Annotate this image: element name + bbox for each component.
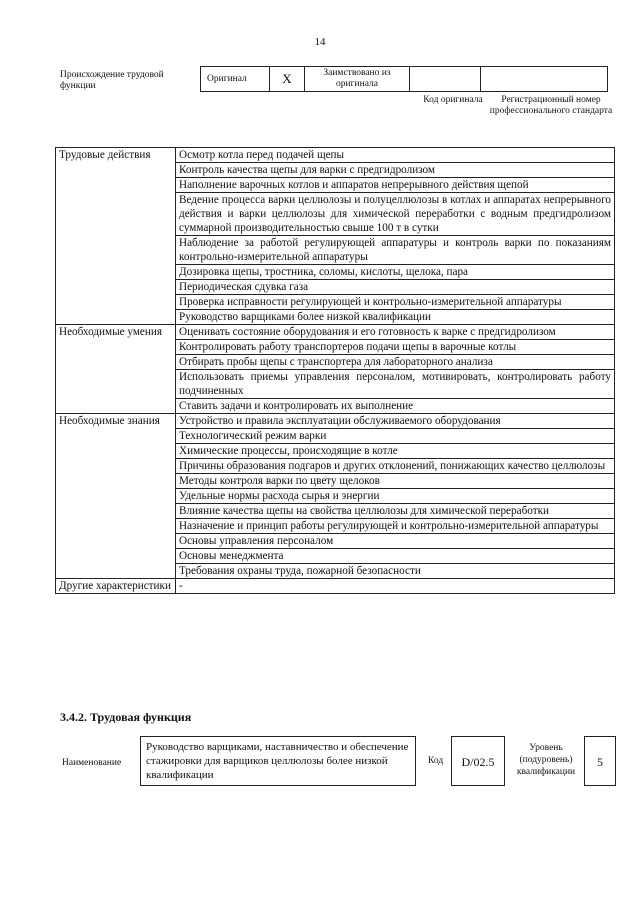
origin-reg-caption: Регистрационный номер профессионального стандарта [489, 95, 613, 116]
function-code-label: Код [428, 756, 444, 766]
origin-original-label: Оригинал [201, 67, 270, 92]
item-cell: Химические процессы, происходящие в котле [176, 444, 615, 459]
function-level-label: Уровень (подуровень) квалификации [516, 743, 576, 777]
item-cell: Влияние качества щепы на свойства целлюлозы для химической переработки [176, 504, 615, 519]
origin-borrowed-label: Заимствовано из оригинала [305, 67, 410, 92]
item-cell: Дозировка щепы, тростника, соломы, кислоты, щелока, пара [176, 265, 615, 280]
item-cell: Удельные нормы расхода сырья и энергии [176, 489, 615, 504]
item-cell: Технологический режим варки [176, 429, 615, 444]
table-row [56, 579, 615, 594]
item-cell: Ставить задачи и контролировать их выполнение [176, 399, 615, 414]
origin-table [200, 66, 608, 92]
item-cell: Устройство и правила эксплуатации обслуживаемого оборудования [176, 414, 615, 429]
origin-code-cell [410, 67, 481, 92]
category-cell: Трудовые действия [56, 148, 176, 325]
item-cell: Методы контроля варки по цвету щелоков [176, 474, 615, 489]
origin-label: Происхождение трудовой функции [60, 70, 164, 91]
item-cell: Осмотр котла перед подачей щепы [176, 148, 615, 163]
labor-function-table [55, 147, 615, 594]
item-cell: Основы управления персоналом [176, 534, 615, 549]
item-cell: Требования охраны труда, пожарной безопасности [176, 564, 615, 579]
origin-code-caption: Код оригинала [423, 95, 483, 105]
function-code-value: D/02.5 [451, 736, 505, 786]
origin-original-mark: X [270, 67, 305, 92]
function-name-label: Наименование [62, 758, 122, 768]
table-row [56, 414, 615, 429]
item-cell: Наблюдение за работой регулирующей аппаратуры и контроль варки по показаниям контрольно-измерительной аппаратуры [176, 236, 615, 265]
item-cell: Контроль качества щепы для варки с предгидролизом [176, 163, 615, 178]
item-cell: Периодическая сдувка газа [176, 280, 615, 295]
origin-reg-number-cell [481, 67, 608, 92]
item-cell: Использовать приемы управления персоналом, мотивировать, контролировать работу подчиненных [176, 370, 615, 399]
category-cell: Необходимые умения [56, 325, 176, 414]
item-cell: Причины образования подгаров и других отклонений, понижающих качество целлюлозы [176, 459, 615, 474]
table-row [56, 325, 615, 340]
section-title: 3.4.2. Трудовая функция [60, 710, 192, 724]
page-number: 14 [314, 36, 326, 48]
item-cell: Наполнение варочных котлов и аппаратов непрерывного действия щепой [176, 178, 615, 193]
category-cell: Другие характеристики [56, 579, 176, 594]
item-cell: Отбирать пробы щепы с транспортера для лабораторного анализа [176, 355, 615, 370]
item-cell: Руководство варщиками более низкой квалификации [176, 310, 615, 325]
table-row [56, 148, 615, 163]
item-cell: Основы менеджмента [176, 549, 615, 564]
function-level-value: 5 [584, 736, 616, 786]
category-cell: Необходимые знания [56, 414, 176, 579]
item-cell: - [176, 579, 615, 594]
item-cell: Оценивать состояние оборудования и его готовность к варке с предгидролизом [176, 325, 615, 340]
item-cell: Проверка исправности регулирующей и контрольно-измерительной аппаратуры [176, 295, 615, 310]
item-cell: Контролировать работу транспортеров подачи щепы в варочные котлы [176, 340, 615, 355]
item-cell: Назначение и принцип работы регулирующей и контрольно-измерительной аппаратуры [176, 519, 615, 534]
function-name-value: Руководство варщиками, наставничество и обеспечение стажировки для варщиков целлюлозы более низкой квалификации [140, 736, 416, 786]
item-cell: Ведение процесса варки целлюлозы и полуцеллюлозы в котлах и аппаратах непрерывного действия и варки целлюлозы для химической переработки с водным предгидролизом суммарной производительностью свыше 100 т в сутки [176, 193, 615, 236]
